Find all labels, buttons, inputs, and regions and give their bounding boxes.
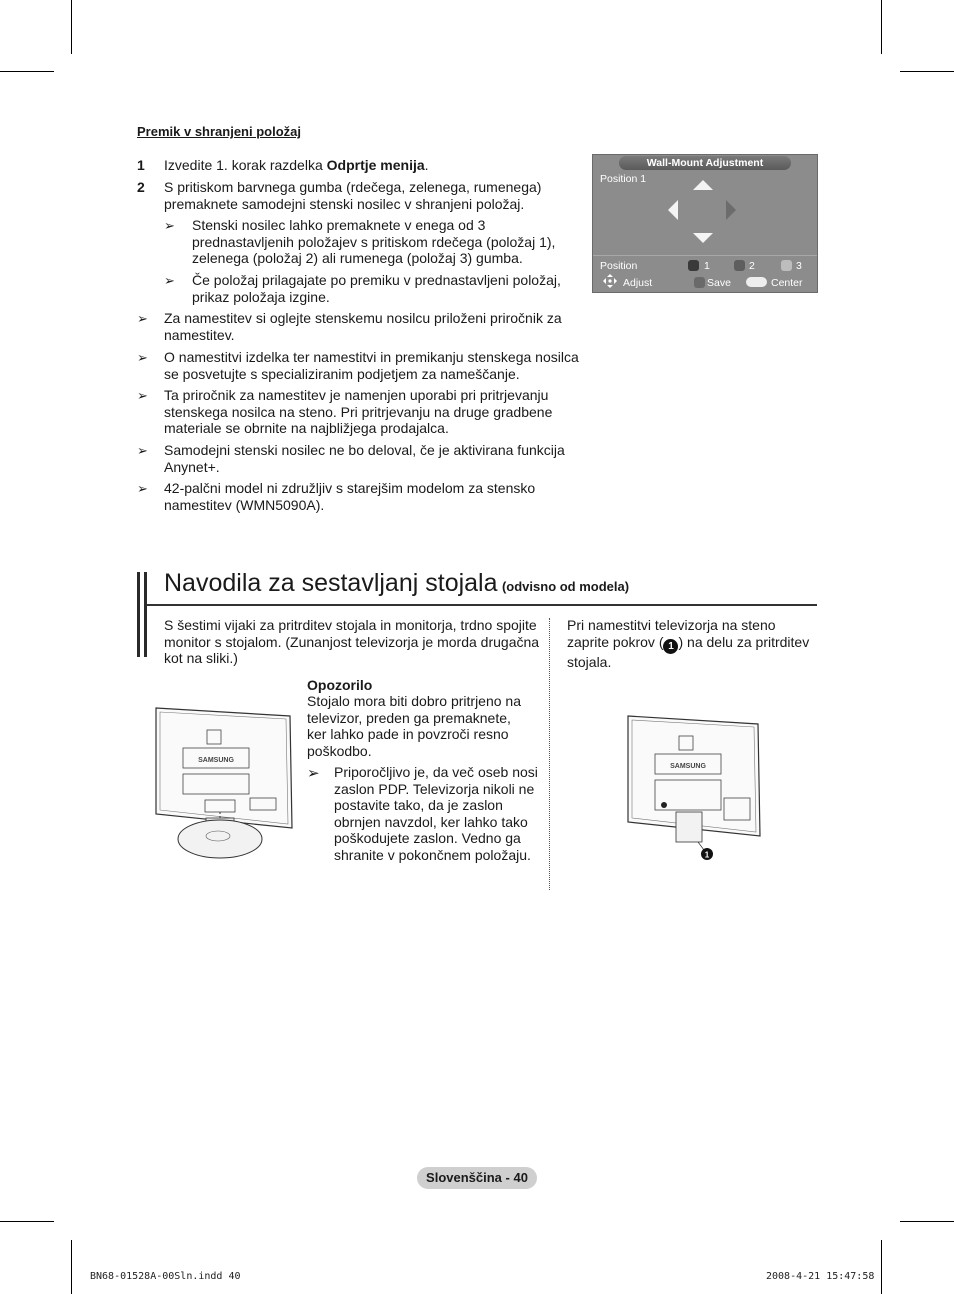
osd-position-label: Position 1 (600, 173, 647, 185)
brand-label: SAMSUNG (198, 757, 234, 764)
timestamp: 2008-4-21 15:47:58 (766, 1271, 875, 1282)
center-button-icon (746, 277, 767, 287)
warning-title: Opozorilo (307, 677, 373, 693)
crop-mark (900, 1221, 954, 1222)
osd-save: Save (707, 277, 731, 289)
stand-title: Navodila za sestavljanj stojala (odvisno od modela) (164, 569, 630, 597)
direction-arrows-icon (663, 177, 743, 247)
stand-intro: S šestimi vijaki za pritrditev stojala in monitorja, trdno spojite monitor s stojalom. (Zunanjost televizorja je morda drugačna kot na sliki.) (164, 617, 540, 666)
position-1-swatch (688, 260, 699, 271)
note: Za namestitev si oglejte stenskemu nosilcu priloženi priročnik za namestitev. (164, 310, 562, 343)
heading-bar (144, 572, 147, 657)
tip-text: Priporočljivo je, da več oseb nosi zaslon PDP. Televizorja nikoli ne postavite tako, da je zaslon obrnjen navzdol, ker lahko tako poškodujete zaslon. Vedno ga shranite v pokončnem položaju. (334, 764, 538, 863)
osd-pos3: 3 (796, 260, 802, 272)
crop-mark (71, 1240, 72, 1294)
arrow-bullet-icon: ➢ (137, 388, 148, 403)
arrow-bullet-icon: ➢ (164, 218, 175, 233)
position-3-swatch (781, 260, 792, 271)
crop-mark (881, 0, 882, 54)
crop-mark (0, 71, 54, 72)
osd-separator (593, 255, 817, 256)
warning-text: Stojalo mora biti dobro pritrjeno na televizor, preden ga premaknete, ker lahko pade in povzroči resno poškodbo. (307, 693, 522, 759)
crop-mark (0, 1221, 54, 1222)
step-text: S pritiskom barvnega gumba (rdečega, zelenega, rumenega) premaknete samodejni stenski nosilec v shranjeni položaj. (164, 179, 542, 212)
heading-bar (137, 572, 140, 657)
note: Samodejni stenski nosilec ne bo deloval, če je aktivirana funkcija Anynet+. (164, 442, 565, 475)
crop-mark (71, 0, 72, 54)
osd-pos1: 1 (704, 260, 710, 272)
osd-center: Center (771, 277, 803, 289)
position-2-swatch (734, 260, 745, 271)
tv-back-cover-illustration (624, 714, 764, 864)
osd-title: Wall-Mount Adjustment (619, 156, 791, 170)
step-text: Izvedite 1. korak razdelka Odprtje menija. (164, 157, 429, 173)
note: 42-palčni model ni združljiv s starejšim modelom za stensko namestitev (WMN5090A). (164, 480, 536, 513)
osd-pos2: 2 (749, 260, 755, 272)
move-icon (602, 274, 618, 288)
arrow-bullet-icon: ➢ (307, 765, 320, 782)
arrow-bullet-icon: ➢ (164, 273, 175, 288)
arrow-bullet-icon: ➢ (137, 311, 148, 326)
section-heading: Premik v shranjeni položaj (137, 124, 301, 139)
osd-adjust: Adjust (623, 277, 653, 289)
note: Ta priročnik za namestitev je namenjen uporabi pri pritrjevanju stenskega nosilca na steno. Pri pritrjevanju na druge gradbene materiale se obrnite na najbližjega prodajalca. (164, 387, 553, 436)
wall-mount-osd (592, 154, 818, 293)
column-divider (549, 618, 550, 890)
sub-note: Če položaj prilagajate po premiku v prednastavljeni položaj, prikaz položaja izgine. (192, 272, 561, 305)
brand-label: SAMSUNG (670, 763, 706, 770)
arrow-bullet-icon: ➢ (137, 481, 148, 496)
step-number: 2 (137, 179, 145, 195)
tv-with-stand-illustration (150, 706, 296, 861)
step-number: 1 (137, 157, 145, 173)
crop-mark (900, 71, 954, 72)
right-text: Pri namestitvi televizorja na steno zaprite pokrov ( 1 ) na delu za pritrditev stojala. (567, 617, 810, 670)
sub-note: Stenski nosilec lahko premaknete v enega od 3 prednastavljenih položajev s pritiskom rdečega (položaj 1), zelenega (položaj 2) ali rumenega (položaj 3) gumba. (192, 217, 556, 266)
arrow-bullet-icon: ➢ (137, 350, 148, 365)
page-label: Slovenščina - 40 (417, 1167, 537, 1189)
arrow-bullet-icon: ➢ (137, 443, 148, 458)
callout-badge: 1 (663, 639, 678, 654)
note: O namestitvi izdelka ter namestitvi in premikanju stenskega nosilca se posvetujte s specializiranim podjetjem za nameščanje. (164, 349, 579, 382)
file-label: BN68-01528A-00Sln.indd 40 (90, 1271, 241, 1282)
save-swatch (694, 277, 705, 288)
heading-rule (147, 604, 817, 606)
callout-number: 1 (704, 850, 710, 860)
osd-position-row-label: Position (600, 260, 638, 272)
crop-mark (881, 1240, 882, 1294)
